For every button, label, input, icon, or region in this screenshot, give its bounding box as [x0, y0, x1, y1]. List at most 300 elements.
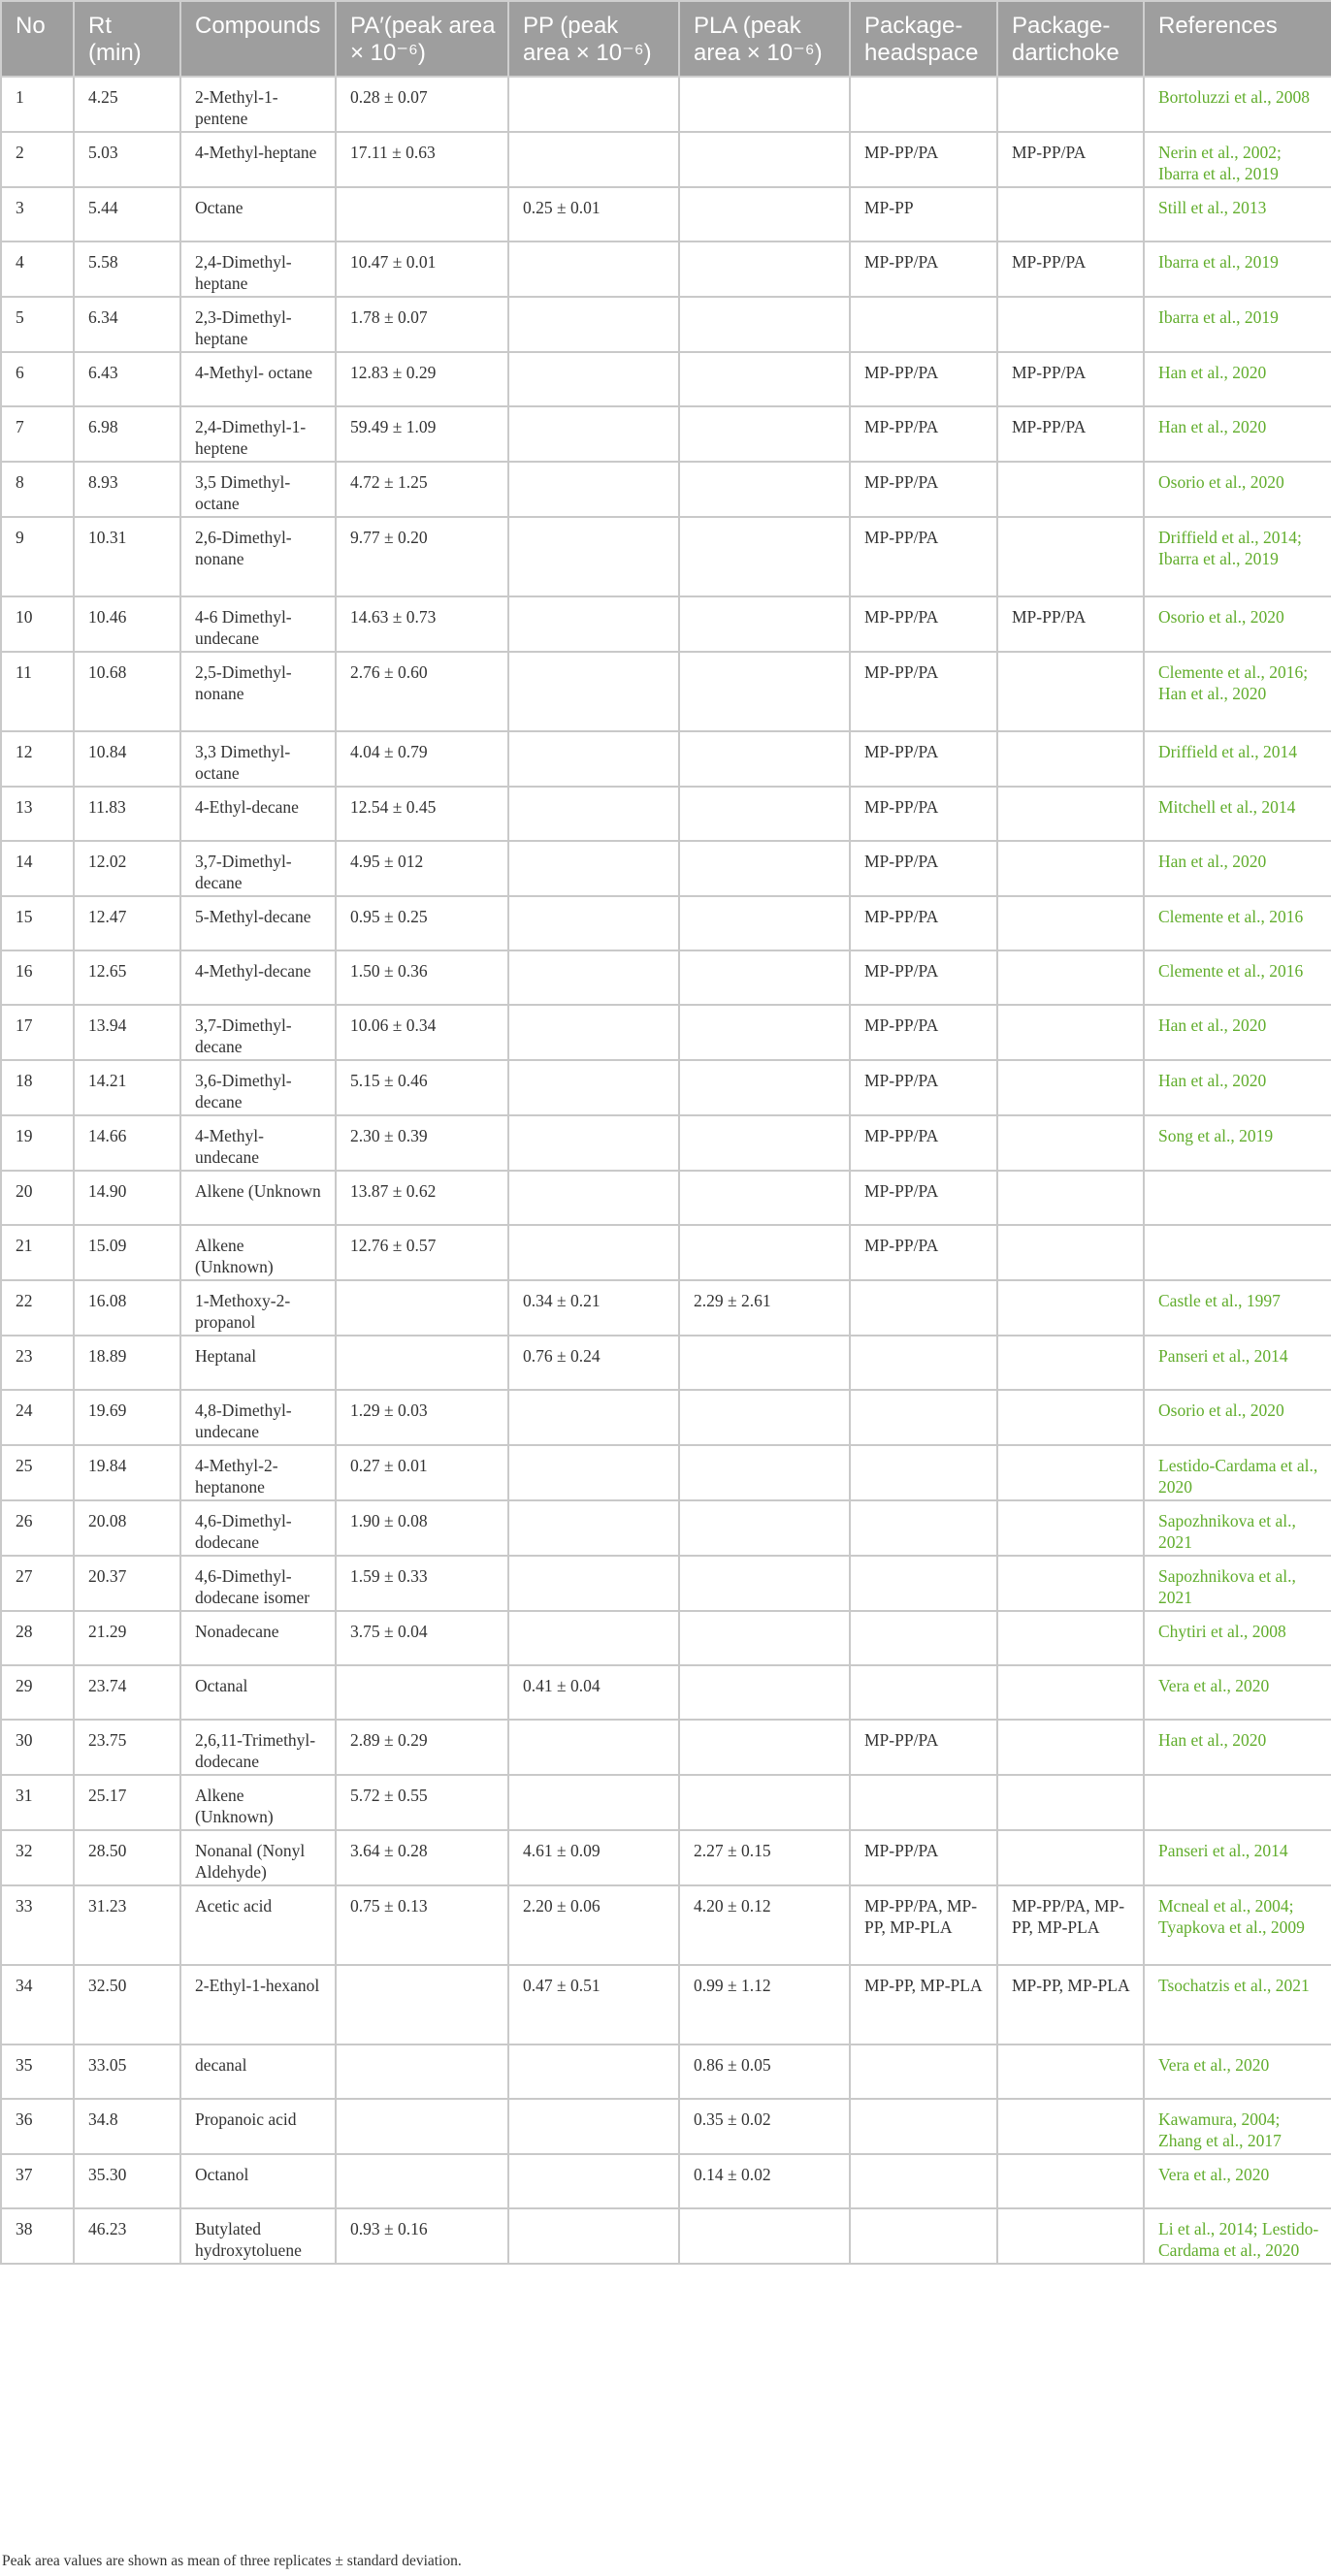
reference-link[interactable]: Driffield et al., 2014; Ibarra et al., 2019 [1144, 517, 1331, 596]
header-pp: PP (peak area × 10⁻⁶) [508, 1, 679, 77]
table-row [1, 1225, 1331, 1280]
compound-cell: 4-Ethyl-decane [180, 787, 336, 841]
pp-cell: 4.61 ± 0.09 [508, 1830, 679, 1885]
pla-cell: 4.20 ± 0.12 [679, 1885, 850, 1965]
pla-cell [679, 406, 850, 462]
no-cell: 33 [1, 1885, 74, 1965]
pa-cell: 2.89 ± 0.29 [336, 1720, 508, 1775]
reference-link[interactable]: Han et al., 2020 [1144, 1005, 1331, 1060]
package-headspace-cell: MP-PP [850, 187, 997, 242]
pa-cell: 59.49 ± 1.09 [336, 406, 508, 462]
no-cell: 26 [1, 1500, 74, 1556]
pp-cell [508, 132, 679, 187]
package-dartichoke-cell: MP-PP/PA [997, 406, 1144, 462]
no-cell: 25 [1, 1445, 74, 1500]
package-dartichoke-cell [997, 787, 1144, 841]
pla-cell [679, 77, 850, 132]
no-cell: 37 [1, 2154, 74, 2208]
package-headspace-cell [850, 2045, 997, 2099]
table-row [1, 2045, 1331, 2099]
pp-cell [508, 297, 679, 352]
pa-cell: 4.72 ± 1.25 [336, 462, 508, 517]
package-dartichoke-cell [997, 517, 1144, 596]
rt-cell: 19.84 [74, 1445, 180, 1500]
pla-cell [679, 731, 850, 787]
table-row [1, 77, 1331, 132]
header-pa: PA′(peak area × 10⁻⁶) [336, 1, 508, 77]
header-compounds: Compounds [180, 1, 336, 77]
pla-cell [679, 1445, 850, 1500]
pa-cell [336, 1280, 508, 1336]
compound-cell: 4-Methyl-undecane [180, 1115, 336, 1171]
rt-cell: 5.03 [74, 132, 180, 187]
pp-cell [508, 517, 679, 596]
reference-link[interactable]: Clemente et al., 2016 [1144, 950, 1331, 1005]
pa-cell: 0.93 ± 0.16 [336, 2208, 508, 2264]
reference-link[interactable]: Han et al., 2020 [1144, 406, 1331, 462]
package-headspace-cell [850, 1775, 997, 1830]
package-headspace-cell: MP-PP/PA [850, 1060, 997, 1115]
pa-cell: 3.64 ± 0.28 [336, 1830, 508, 1885]
table-row [1, 1556, 1331, 1611]
reference-link[interactable]: Sapozhnikova et al., 2021 [1144, 1556, 1331, 1611]
compound-cell: 4,8-Dimethyl-undecane [180, 1390, 336, 1445]
compound-cell: 2,5-Dimethyl-nonane [180, 652, 336, 731]
table-row [1, 462, 1331, 517]
pa-cell: 1.29 ± 0.03 [336, 1390, 508, 1445]
package-headspace-cell: MP-PP/PA [850, 787, 997, 841]
reference-link[interactable]: Bortoluzzi et al., 2008 [1144, 77, 1331, 132]
header-row [1, 1, 1331, 77]
pa-cell [336, 1336, 508, 1390]
package-dartichoke-cell [997, 841, 1144, 896]
package-dartichoke-cell [997, 297, 1144, 352]
pp-cell [508, 841, 679, 896]
reference-link[interactable]: Chytiri et al., 2008 [1144, 1611, 1331, 1665]
pp-cell [508, 652, 679, 731]
reference-link[interactable]: Lestido-Cardama et al., 2020 [1144, 1445, 1331, 1500]
table-row [1, 841, 1331, 896]
pla-cell [679, 1500, 850, 1556]
rt-cell: 16.08 [74, 1280, 180, 1336]
package-headspace-cell: MP-PP/PA [850, 652, 997, 731]
pp-cell: 0.47 ± 0.51 [508, 1965, 679, 2045]
table-row [1, 132, 1331, 187]
rt-cell: 35.30 [74, 2154, 180, 2208]
no-cell: 24 [1, 1390, 74, 1445]
pa-cell: 1.50 ± 0.36 [336, 950, 508, 1005]
pp-cell [508, 2045, 679, 2099]
pa-cell [336, 1965, 508, 2045]
reference-link[interactable]: Clemente et al., 2016 [1144, 896, 1331, 950]
table-row [1, 1885, 1331, 1965]
reference-link[interactable]: Song et al., 2019 [1144, 1115, 1331, 1171]
compound-cell: Nonadecane [180, 1611, 336, 1665]
no-cell: 22 [1, 1280, 74, 1336]
pp-cell [508, 1225, 679, 1280]
pla-cell [679, 1171, 850, 1225]
package-dartichoke-cell [997, 1445, 1144, 1500]
rt-cell: 33.05 [74, 2045, 180, 2099]
pa-cell: 14.63 ± 0.73 [336, 596, 508, 652]
reference-link[interactable]: Han et al., 2020 [1144, 1060, 1331, 1115]
pla-cell [679, 1390, 850, 1445]
pla-cell [679, 1060, 850, 1115]
package-headspace-cell: MP-PP/PA [850, 841, 997, 896]
pa-cell [336, 187, 508, 242]
no-cell: 12 [1, 731, 74, 787]
pla-cell [679, 1775, 850, 1830]
table-row [1, 2154, 1331, 2208]
no-cell: 20 [1, 1171, 74, 1225]
pa-cell: 12.54 ± 0.45 [336, 787, 508, 841]
reference-link[interactable]: Castle et al., 1997 [1144, 1280, 1331, 1336]
rt-cell: 21.29 [74, 1611, 180, 1665]
reference-link[interactable]: Osorio et al., 2020 [1144, 596, 1331, 652]
pla-cell [679, 652, 850, 731]
rt-cell: 8.93 [74, 462, 180, 517]
pp-cell [508, 1720, 679, 1775]
reference-link[interactable]: Han et al., 2020 [1144, 352, 1331, 406]
rt-cell: 28.50 [74, 1830, 180, 1885]
reference-link[interactable]: Sapozhnikova et al., 2021 [1144, 1500, 1331, 1556]
pp-cell: 0.76 ± 0.24 [508, 1336, 679, 1390]
pla-cell [679, 352, 850, 406]
package-headspace-cell: MP-PP, MP-PLA [850, 1965, 997, 2045]
package-dartichoke-cell [997, 1830, 1144, 1885]
compound-cell: 5-Methyl-decane [180, 896, 336, 950]
pp-cell: 0.41 ± 0.04 [508, 1665, 679, 1720]
reference-link[interactable]: Vera et al., 2020 [1144, 2154, 1331, 2208]
pla-cell [679, 1225, 850, 1280]
rt-cell: 10.31 [74, 517, 180, 596]
package-dartichoke-cell [997, 77, 1144, 132]
package-headspace-cell: MP-PP/PA [850, 132, 997, 187]
package-headspace-cell [850, 1445, 997, 1500]
compound-cell: Octane [180, 187, 336, 242]
package-headspace-cell: MP-PP/PA [850, 242, 997, 297]
no-cell: 8 [1, 462, 74, 517]
compound-cell: Alkene (Unknown [180, 1171, 336, 1225]
pla-cell [679, 1556, 850, 1611]
pp-cell [508, 77, 679, 132]
compound-cell: 2-Ethyl-1-hexanol [180, 1965, 336, 2045]
package-headspace-cell [850, 1611, 997, 1665]
rt-cell: 6.98 [74, 406, 180, 462]
no-cell: 14 [1, 841, 74, 896]
pa-cell: 9.77 ± 0.20 [336, 517, 508, 596]
rt-cell: 12.65 [74, 950, 180, 1005]
compound-cell: 3,5 Dimethyl-octane [180, 462, 336, 517]
pla-cell [679, 596, 850, 652]
package-dartichoke-cell [997, 652, 1144, 731]
compound-cell: 2,3-Dimethyl-heptane [180, 297, 336, 352]
pa-cell: 5.15 ± 0.46 [336, 1060, 508, 1115]
table-row [1, 517, 1331, 596]
pla-cell [679, 950, 850, 1005]
table-row [1, 596, 1331, 652]
package-headspace-cell: MP-PP/PA [850, 1115, 997, 1171]
package-dartichoke-cell [997, 1775, 1144, 1830]
pa-cell: 2.30 ± 0.39 [336, 1115, 508, 1171]
pla-cell [679, 1665, 850, 1720]
pla-cell [679, 1115, 850, 1171]
no-cell: 15 [1, 896, 74, 950]
pla-cell: 2.29 ± 2.61 [679, 1280, 850, 1336]
pla-cell [679, 297, 850, 352]
pp-cell: 0.34 ± 0.21 [508, 1280, 679, 1336]
package-dartichoke-cell [997, 1280, 1144, 1336]
pa-cell: 12.83 ± 0.29 [336, 352, 508, 406]
package-headspace-cell [850, 1665, 997, 1720]
package-dartichoke-cell: MP-PP/PA [997, 132, 1144, 187]
table-row [1, 1005, 1331, 1060]
package-dartichoke-cell [997, 896, 1144, 950]
reference-link[interactable]: Vera et al., 2020 [1144, 2045, 1331, 2099]
rt-cell: 20.08 [74, 1500, 180, 1556]
table-row [1, 1445, 1331, 1500]
package-dartichoke-cell [997, 187, 1144, 242]
table-row [1, 406, 1331, 462]
pa-cell [336, 2045, 508, 2099]
pp-cell [508, 1775, 679, 1830]
pla-cell [679, 2208, 850, 2264]
no-cell: 13 [1, 787, 74, 841]
rt-cell: 10.68 [74, 652, 180, 731]
pp-cell [508, 896, 679, 950]
reference-link[interactable]: Osorio et al., 2020 [1144, 1390, 1331, 1445]
package-dartichoke-cell [997, 2208, 1144, 2264]
no-cell: 11 [1, 652, 74, 731]
rt-cell: 19.69 [74, 1390, 180, 1445]
rt-cell: 15.09 [74, 1225, 180, 1280]
package-headspace-cell [850, 2099, 997, 2154]
reference-link[interactable]: Tsochatzis et al., 2021 [1144, 1965, 1331, 2045]
pp-cell [508, 352, 679, 406]
no-cell: 2 [1, 132, 74, 187]
no-cell: 35 [1, 2045, 74, 2099]
pp-cell [508, 1445, 679, 1500]
no-cell: 29 [1, 1665, 74, 1720]
pla-cell: 0.86 ± 0.05 [679, 2045, 850, 2099]
package-headspace-cell: MP-PP/PA [850, 517, 997, 596]
package-headspace-cell [850, 1280, 997, 1336]
no-cell: 5 [1, 297, 74, 352]
compound-cell: 2,6-Dimethyl-nonane [180, 517, 336, 596]
table-row [1, 1060, 1331, 1115]
compound-cell: 3,6-Dimethyl-decane [180, 1060, 336, 1115]
table-row [1, 731, 1331, 787]
pa-cell: 10.47 ± 0.01 [336, 242, 508, 297]
pa-cell: 5.72 ± 0.55 [336, 1775, 508, 1830]
reference-link[interactable]: Driffield et al., 2014 [1144, 731, 1331, 787]
reference-link[interactable]: Osorio et al., 2020 [1144, 462, 1331, 517]
package-headspace-cell [850, 1500, 997, 1556]
table-row [1, 652, 1331, 731]
reference-link[interactable]: Ibarra et al., 2019 [1144, 297, 1331, 352]
package-dartichoke-cell: MP-PP/PA [997, 242, 1144, 297]
header-no: No [1, 1, 74, 77]
table-row [1, 1965, 1331, 2045]
pa-cell: 4.95 ± 012 [336, 841, 508, 896]
pp-cell [508, 242, 679, 297]
no-cell: 10 [1, 596, 74, 652]
reference-link[interactable]: Kawamura, 2004; Zhang et al., 2017 [1144, 2099, 1331, 2154]
reference-link[interactable]: Vera et al., 2020 [1144, 1665, 1331, 1720]
no-cell: 7 [1, 406, 74, 462]
package-headspace-cell: MP-PP/PA [850, 1225, 997, 1280]
package-dartichoke-cell [997, 2154, 1144, 2208]
pp-cell: 0.25 ± 0.01 [508, 187, 679, 242]
compound-cell: 3,3 Dimethyl-octane [180, 731, 336, 787]
table-row [1, 1720, 1331, 1775]
pa-cell: 12.76 ± 0.57 [336, 1225, 508, 1280]
compound-cell: 2-Methyl-1-pentene [180, 77, 336, 132]
package-headspace-cell [850, 2208, 997, 2264]
pa-cell [336, 2154, 508, 2208]
table-row [1, 2208, 1331, 2264]
rt-cell: 6.43 [74, 352, 180, 406]
table-row [1, 950, 1331, 1005]
table-row [1, 1665, 1331, 1720]
rt-cell: 34.8 [74, 2099, 180, 2154]
table-row [1, 187, 1331, 242]
no-cell: 1 [1, 77, 74, 132]
pa-cell: 10.06 ± 0.34 [336, 1005, 508, 1060]
pp-cell [508, 950, 679, 1005]
reference-link[interactable]: Panseri et al., 2014 [1144, 1336, 1331, 1390]
reference-link[interactable]: Han et al., 2020 [1144, 841, 1331, 896]
package-dartichoke-cell: MP-PP/PA [997, 352, 1144, 406]
table-row [1, 1115, 1331, 1171]
pla-cell: 0.99 ± 1.12 [679, 1965, 850, 2045]
reference-link[interactable]: Mcneal et al., 2004; Tyapkova et al., 2009 [1144, 1885, 1331, 1965]
package-dartichoke-cell: MP-PP/PA [997, 596, 1144, 652]
pla-cell [679, 1336, 850, 1390]
rt-cell: 14.21 [74, 1060, 180, 1115]
compound-cell: 3,7-Dimethyl-decane [180, 841, 336, 896]
no-cell: 23 [1, 1336, 74, 1390]
table-row [1, 242, 1331, 297]
reference-link[interactable]: Nerin et al., 2002; Ibarra et al., 2019 [1144, 132, 1331, 187]
pa-cell: 1.59 ± 0.33 [336, 1556, 508, 1611]
package-headspace-cell: MP-PP/PA [850, 1171, 997, 1225]
pla-cell [679, 896, 850, 950]
reference-link[interactable]: Panseri et al., 2014 [1144, 1830, 1331, 1885]
no-cell: 9 [1, 517, 74, 596]
pla-cell [679, 787, 850, 841]
compound-cell: Octanal [180, 1665, 336, 1720]
no-cell: 34 [1, 1965, 74, 2045]
package-dartichoke-cell [997, 950, 1144, 1005]
reference-link[interactable]: Clemente et al., 2016; Han et al., 2020 [1144, 652, 1331, 731]
table-row [1, 787, 1331, 841]
table-row [1, 1775, 1331, 1830]
reference-link[interactable]: Ibarra et al., 2019 [1144, 242, 1331, 297]
package-dartichoke-cell [997, 2045, 1144, 2099]
table-row [1, 1830, 1331, 1885]
package-headspace-cell: MP-PP/PA [850, 352, 997, 406]
no-cell: 38 [1, 2208, 74, 2264]
footnote: Peak area values are shown as mean of three replicates ± standard deviation. [2, 2553, 462, 2569]
package-dartichoke-cell: MP-PP/PA, MP-PP, MP-PLA [997, 1885, 1144, 1965]
rt-cell: 25.17 [74, 1775, 180, 1830]
reference-link[interactable]: Mitchell et al., 2014 [1144, 787, 1331, 841]
pp-cell [508, 1060, 679, 1115]
package-headspace-cell [850, 297, 997, 352]
table-row [1, 1500, 1331, 1556]
pa-cell: 0.27 ± 0.01 [336, 1445, 508, 1500]
pa-cell: 1.90 ± 0.08 [336, 1500, 508, 1556]
pp-cell [508, 406, 679, 462]
pp-cell [508, 1556, 679, 1611]
pla-cell [679, 1720, 850, 1775]
pp-cell [508, 1500, 679, 1556]
pp-cell [508, 462, 679, 517]
pp-cell [508, 2208, 679, 2264]
package-dartichoke-cell: MP-PP, MP-PLA [997, 1965, 1144, 2045]
compound-cell: 4-Methyl-decane [180, 950, 336, 1005]
reference-link [1144, 1171, 1331, 1225]
compound-cell: 4-Methyl-heptane [180, 132, 336, 187]
pa-cell: 0.95 ± 0.25 [336, 896, 508, 950]
reference-link[interactable]: Han et al., 2020 [1144, 1720, 1331, 1775]
no-cell: 32 [1, 1830, 74, 1885]
rt-cell: 31.23 [74, 1885, 180, 1965]
pp-cell [508, 2154, 679, 2208]
reference-link[interactable]: Still et al., 2013 [1144, 187, 1331, 242]
rt-cell: 23.74 [74, 1665, 180, 1720]
reference-link[interactable]: Li et al., 2014; Lestido-Cardama et al., 2020 [1144, 2208, 1331, 2264]
table-row [1, 2099, 1331, 2154]
package-headspace-cell [850, 1556, 997, 1611]
pp-cell [508, 787, 679, 841]
pla-cell [679, 242, 850, 297]
rt-cell: 20.37 [74, 1556, 180, 1611]
rt-cell: 18.89 [74, 1336, 180, 1390]
rt-cell: 14.66 [74, 1115, 180, 1171]
rt-cell: 6.34 [74, 297, 180, 352]
rt-cell: 46.23 [74, 2208, 180, 2264]
compound-cell: 2,4-Dimethyl-1-heptene [180, 406, 336, 462]
pp-cell [508, 1115, 679, 1171]
package-headspace-cell: MP-PP/PA [850, 1005, 997, 1060]
pla-cell [679, 1611, 850, 1665]
compound-cell: Heptanal [180, 1336, 336, 1390]
rt-cell: 14.90 [74, 1171, 180, 1225]
compound-cell: 1-Methoxy-2-propanol [180, 1280, 336, 1336]
no-cell: 21 [1, 1225, 74, 1280]
package-headspace-cell: MP-PP/PA [850, 731, 997, 787]
package-dartichoke-cell [997, 462, 1144, 517]
rt-cell: 13.94 [74, 1005, 180, 1060]
compound-cell: 4-Methyl- octane [180, 352, 336, 406]
pp-cell [508, 731, 679, 787]
table-row [1, 896, 1331, 950]
package-dartichoke-cell [997, 1115, 1144, 1171]
pla-cell [679, 187, 850, 242]
compound-cell: 2,4-Dimethyl-heptane [180, 242, 336, 297]
rt-cell: 11.83 [74, 787, 180, 841]
rt-cell: 5.44 [74, 187, 180, 242]
compound-cell: 4-6 Dimethyl-undecane [180, 596, 336, 652]
table-row [1, 1390, 1331, 1445]
table-row [1, 352, 1331, 406]
package-headspace-cell: MP-PP/PA [850, 406, 997, 462]
package-headspace-cell: MP-PP/PA [850, 462, 997, 517]
table-row [1, 297, 1331, 352]
compound-cell: 4,6-Dimethyl-dodecane [180, 1500, 336, 1556]
